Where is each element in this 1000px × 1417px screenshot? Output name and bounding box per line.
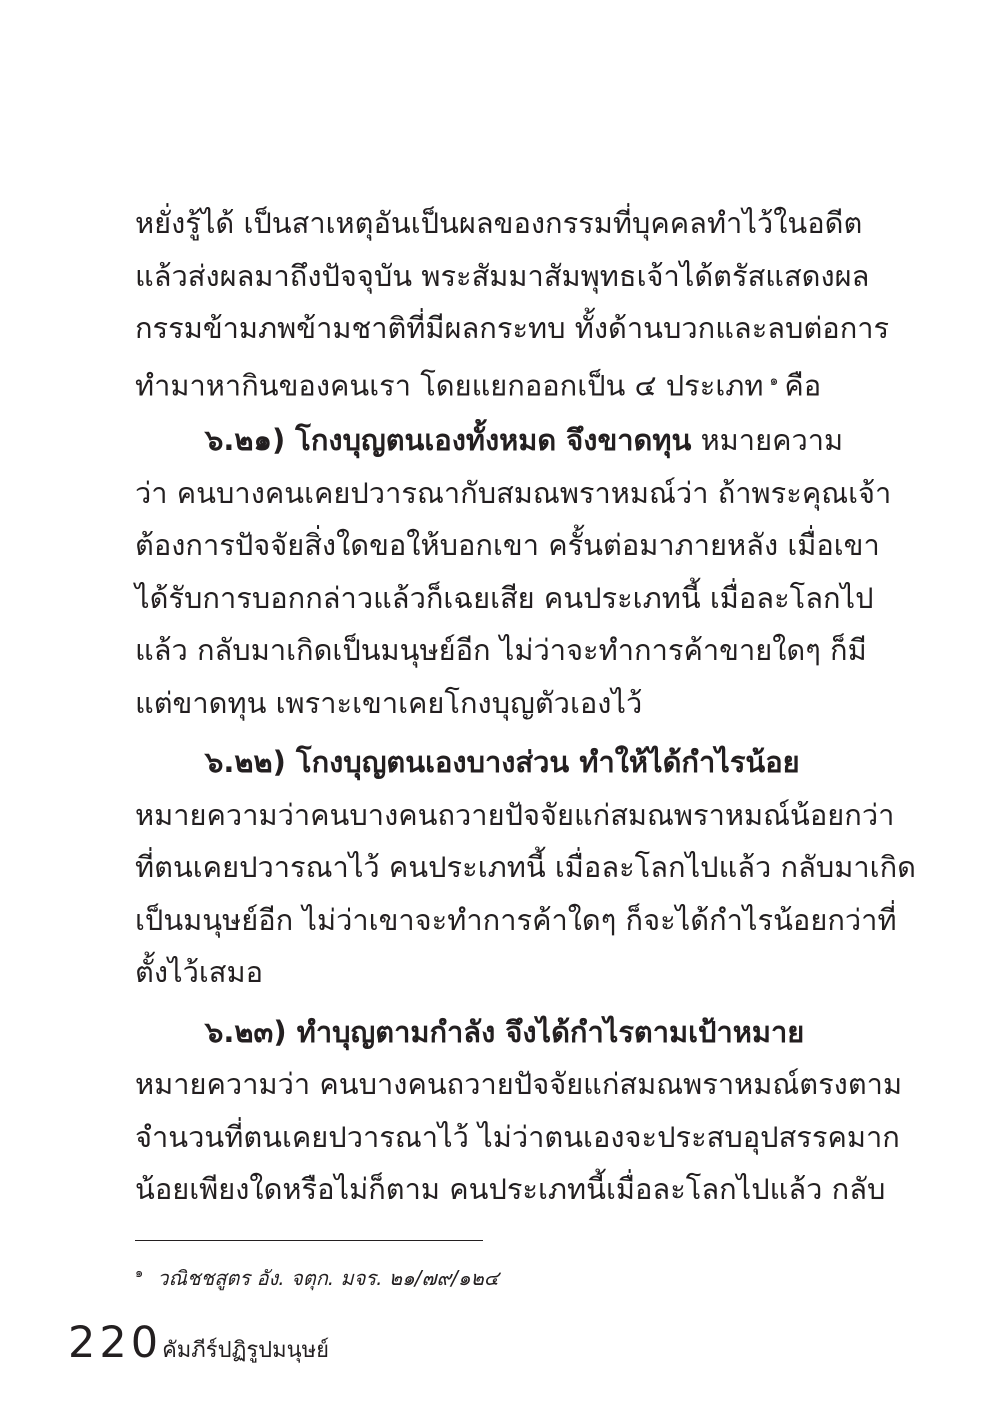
text-line: หมายความว่า คนบางคนถวายปัจจัยแก่สมณพราหมณ์ตรงตาม [135, 1067, 903, 1101]
text-line: หมายความว่าคนบางคนถวายปัจจัยแก่สมณพราหมณ์น้อยกว่า [135, 797, 895, 832]
section-heading-line [135, 414, 844, 467]
text-line-content: ทำมาหากินของคนเรา โดยแยกออกเป็น ๔ ประเภท [135, 368, 764, 403]
text-line: เป็นมนุษย์อีก ไม่ว่าเขาจะทำการค้าใดๆ ก็จะได้กำไรน้อยกว่าที่ [135, 902, 897, 937]
footnote [135, 1262, 499, 1294]
section-heading: ๖.๒๓) ทำบุญตามกำลัง จึงได้กำไรตามเป้าหมาย [205, 1014, 805, 1049]
book-title: คัมภีร์ปฏิรูปมนุษย์ [162, 1338, 330, 1363]
section-heading-line [135, 1006, 835, 1059]
page-footer [68, 1318, 329, 1368]
body-text [135, 197, 916, 1216]
heading-line-rest: หมายความ [700, 423, 844, 457]
text-line: ตั้งไว้เสมอ [135, 955, 264, 989]
page-number: 220 [68, 1318, 163, 1368]
text-line: ต้องการปัจจัยสิ่งใดขอให้บอกเขา ครั้นต่อมาภายหลัง เมื่อเขา [135, 528, 880, 562]
text-line: น้อยเพียงใดหรือไม่ก็ตาม คนประเภทนี้เมื่อละโลกไปแล้ว กลับ [135, 1172, 886, 1206]
text-line: ที่ตนเคยปวารณาไว้ คนประเภทนี้ เมื่อละโลกไปแล้ว กลับมาเกิด [135, 850, 916, 884]
section-heading-line [135, 736, 835, 789]
footnote-reference[interactable]: ๑ [769, 372, 779, 389]
footnote-divider [135, 1240, 483, 1241]
text-line: แล้ว กลับมาเกิดเป็นมนุษย์อีก ไม่ว่าจะทำการค้าขายใดๆ ก็มี [135, 633, 867, 667]
footnote-mark: ๑ [135, 1266, 144, 1282]
text-line: กรรมข้ามภพข้ามชาติที่มีผลกระทบ ทั้งด้านบวกและลบต่อการ [135, 311, 890, 345]
text-line: ว่า คนบางคนเคยปวารณากับสมณพราหมณ์ว่า ถ้าพระคุณเจ้า [135, 475, 892, 510]
text-line: หยั่งรู้ได้ เป็นสาเหตุอันเป็นผลของกรรมที่บุคคลทำไว้ในอดีต [135, 206, 863, 240]
section-heading: ๖.๒๑) โกงบุญตนเองทั้งหมด จึงขาดทุน [205, 423, 692, 457]
text-line: ได้รับการบอกกล่าวแล้วก็เฉยเสีย คนประเภทนี้ เมื่อละโลกไป [135, 580, 874, 615]
footnote-text: วณิชชสูตร อัง. จตุก. มจร. ๒๑/๗๙/๑๒๔ [157, 1266, 499, 1290]
text-line: แต่ขาดทุน เพราะเขาเคยโกงบุญตัวเองไว้ [135, 685, 643, 720]
text-line-end: คือ [784, 368, 822, 403]
text-line [135, 355, 835, 408]
text-line: แล้วส่งผลมาถึงปัจจุบัน พระสัมมาสัมพุทธเจ้าได้ตรัสแสดงผล [135, 258, 870, 293]
text-line: จำนวนที่ตนเคยปวารณาไว้ ไม่ว่าตนเองจะประสบอุปสรรคมาก [135, 1119, 900, 1154]
section-heading: ๖.๒๒) โกงบุญตนเองบางส่วน ทำให้ได้กำไรน้อย [205, 745, 800, 779]
